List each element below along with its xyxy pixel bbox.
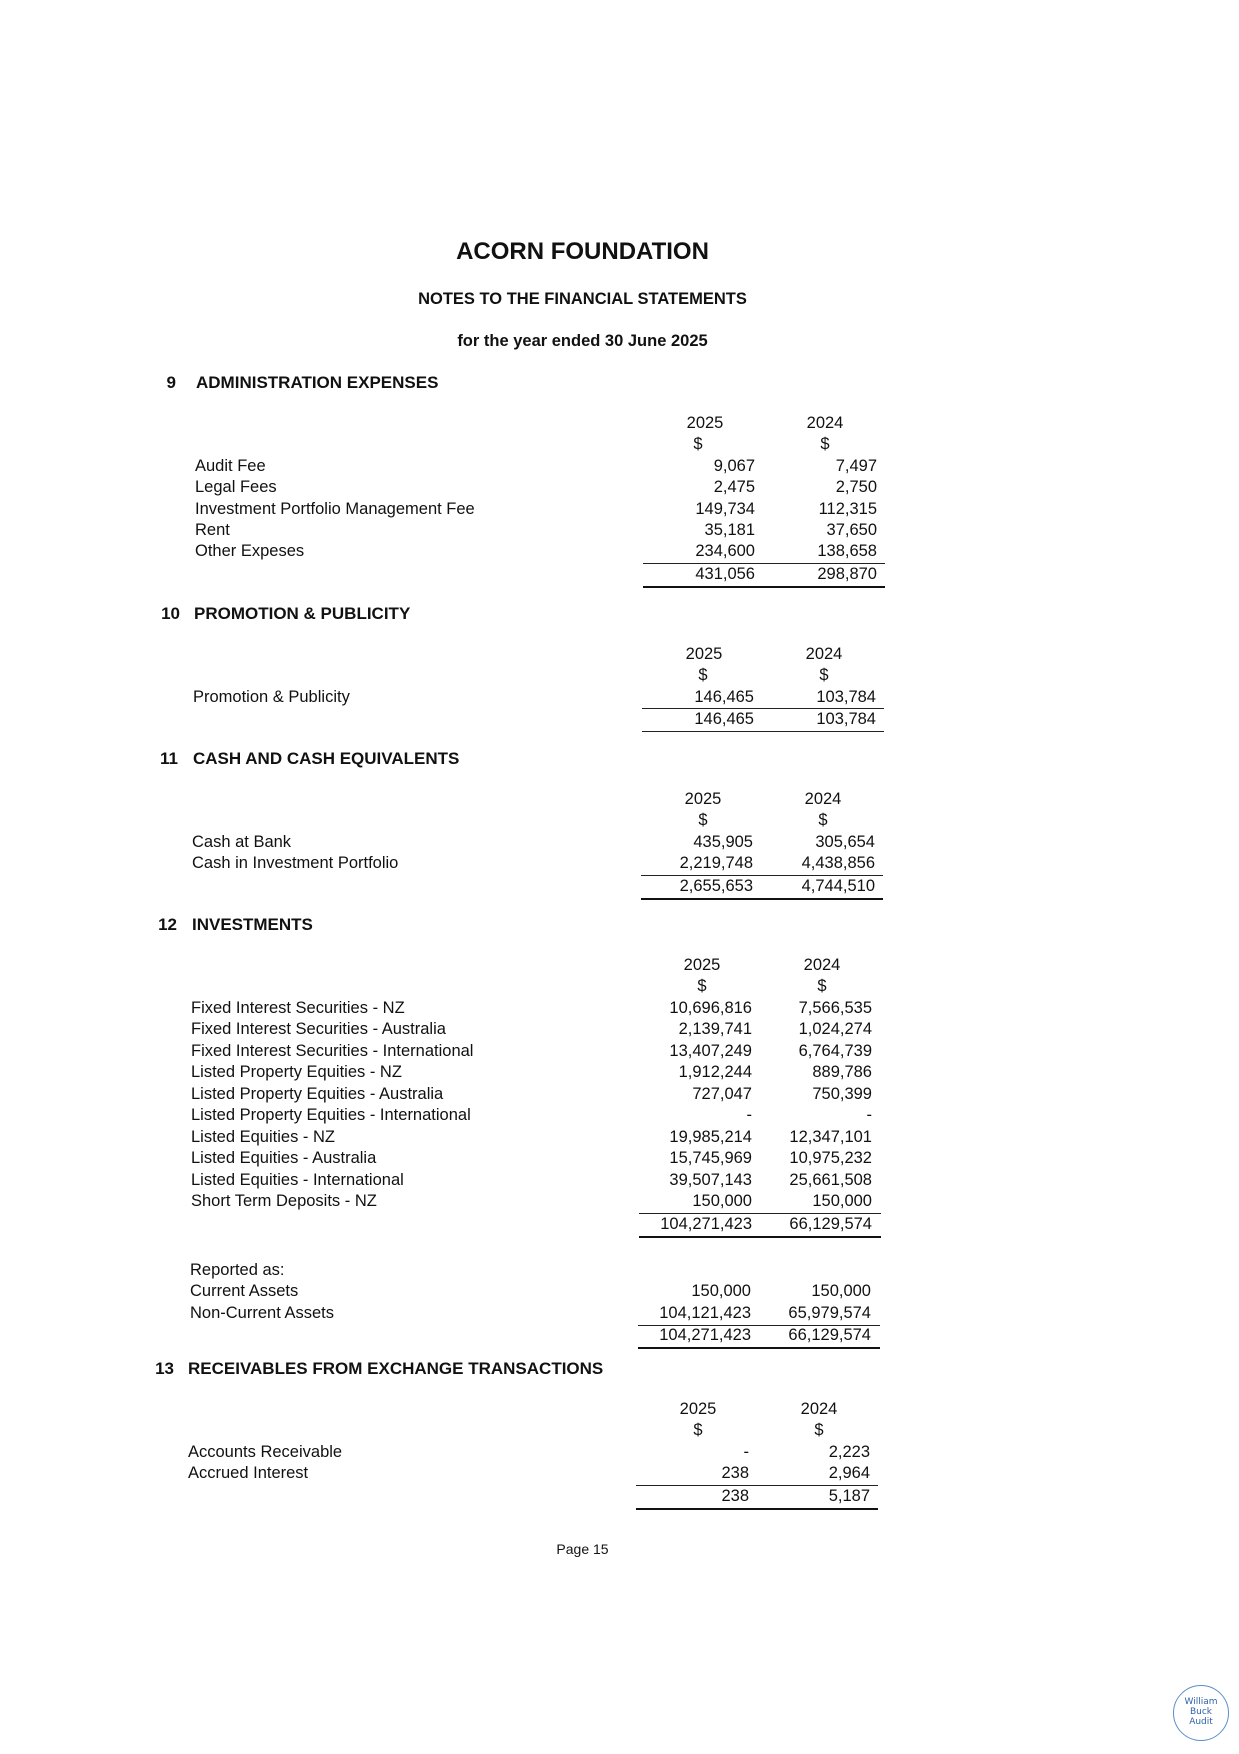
row-value-2024: 1,024,274 (798, 1020, 872, 1038)
row-value-2025: - (746, 1106, 752, 1124)
year-header-row (0, 1399, 1239, 1420)
table-row (0, 1062, 1239, 1083)
reported-as-heading (0, 1260, 1239, 1281)
row-value-2025: 1,912,244 (678, 1063, 752, 1081)
document-period: for the year ended 30 June 2025 (457, 332, 708, 350)
total-2024: 103,784 (816, 710, 876, 728)
table-row (0, 1191, 1239, 1212)
row-value-2025: 13,407,249 (669, 1042, 752, 1060)
row-value-2024: 138,658 (817, 542, 877, 560)
currency-2025: $ (698, 811, 708, 829)
row-value-2025: 149,734 (695, 500, 755, 518)
currency-2024: $ (820, 435, 830, 453)
row-value-2024: 7,566,535 (798, 999, 872, 1017)
table-row (0, 1019, 1239, 1040)
total-2025: 238 (721, 1487, 749, 1505)
year-2025: 2025 (683, 956, 721, 974)
total-2024: 4,744,510 (801, 877, 875, 895)
row-label: Cash at Bank (192, 833, 292, 851)
row-value-2025: 39,507,143 (669, 1171, 752, 1189)
page-number: Page 15 (556, 1541, 609, 1557)
table-row (0, 477, 1239, 498)
table-row (0, 541, 1239, 562)
row-value-2024: 7,497 (835, 457, 877, 475)
row-value-2024: 2,964 (828, 1464, 870, 1482)
total-2024: 298,870 (817, 565, 877, 583)
currency-header-row (0, 810, 1239, 831)
row-label: Current Assets (190, 1282, 299, 1300)
row-value-2025: - (743, 1443, 749, 1461)
row-label: Listed Equities - NZ (191, 1128, 335, 1146)
row-value-2024: - (866, 1106, 872, 1124)
row-label: Non-Current Assets (190, 1304, 334, 1322)
currency-2024: $ (814, 1421, 824, 1439)
note-number: 10 (161, 604, 180, 623)
row-value-2025: 9,067 (713, 457, 755, 475)
row-value-2025: 727,047 (692, 1085, 752, 1103)
row-value-2024: 112,315 (818, 500, 877, 518)
table-row (0, 456, 1239, 477)
year-2025: 2025 (685, 645, 723, 663)
table-row (0, 832, 1239, 853)
row-value-2025: 2,139,741 (678, 1020, 752, 1038)
currency-2025: $ (693, 1421, 703, 1439)
row-value-2024: 150,000 (811, 1282, 871, 1300)
row-value-2024: 150,000 (812, 1192, 872, 1210)
note-title: ADMINISTRATION EXPENSES (196, 373, 439, 392)
year-2024: 2024 (805, 645, 843, 663)
total-2024: 66,129,574 (788, 1326, 871, 1344)
stamp-line: Buck (1189, 1707, 1213, 1717)
row-value-2024: 103,784 (816, 688, 876, 706)
total-row (0, 1214, 1239, 1235)
row-value-2025: 10,696,816 (669, 999, 752, 1017)
year-header-row (0, 644, 1239, 665)
currency-2024: $ (819, 666, 829, 684)
row-value-2024: 12,347,101 (789, 1128, 872, 1146)
year-2024: 2024 (806, 414, 844, 432)
row-value-2025: 150,000 (692, 1192, 752, 1210)
total-2025: 431,056 (695, 565, 755, 583)
table-row (0, 1127, 1239, 1148)
note-title: RECEIVABLES FROM EXCHANGE TRANSACTIONS (188, 1359, 604, 1378)
row-label: Listed Equities - Australia (191, 1149, 377, 1167)
total-2024: 66,129,574 (789, 1215, 872, 1233)
year-2024: 2024 (800, 1400, 838, 1418)
year-2024: 2024 (804, 790, 842, 808)
total-2025: 104,271,423 (659, 1326, 751, 1344)
total-2024: 5,187 (828, 1487, 870, 1505)
row-value-2025: 35,181 (704, 521, 755, 539)
year-2024: 2024 (803, 956, 841, 974)
row-value-2025: 2,475 (713, 478, 755, 496)
row-label: Legal Fees (195, 478, 277, 496)
row-value-2024: 750,399 (812, 1085, 872, 1103)
row-label: Promotion & Publicity (193, 688, 350, 706)
document-title: ACORN FOUNDATION (456, 238, 709, 265)
table-row (0, 853, 1239, 874)
row-value-2024: 4,438,856 (801, 854, 875, 872)
currency-2025: $ (697, 977, 707, 995)
year-2025: 2025 (684, 790, 722, 808)
table-row (0, 499, 1239, 520)
year-2025: 2025 (686, 414, 724, 432)
note-title: PROMOTION & PUBLICITY (194, 604, 411, 623)
total-rule (636, 1508, 878, 1510)
auditor-stamp (1173, 1685, 1229, 1741)
currency-2025: $ (698, 666, 708, 684)
row-value-2024: 305,654 (815, 833, 875, 851)
note-title: INVESTMENTS (192, 915, 313, 934)
currency-header-row (0, 976, 1239, 997)
table-row (0, 520, 1239, 541)
row-label: Listed Property Equities - NZ (191, 1063, 402, 1081)
table-row (0, 1105, 1239, 1126)
row-value-2024: 2,750 (835, 478, 877, 496)
table-row (0, 1442, 1239, 1463)
row-label: Listed Property Equities - Australia (191, 1085, 444, 1103)
row-label: Fixed Interest Securities - International (191, 1042, 474, 1060)
row-value-2025: 19,985,214 (669, 1128, 752, 1146)
row-value-2024: 6,764,739 (798, 1042, 872, 1060)
table-row (0, 998, 1239, 1019)
row-label: Accounts Receivable (188, 1443, 343, 1461)
total-2025: 146,465 (694, 710, 754, 728)
currency-2025: $ (693, 435, 703, 453)
row-label: Cash in Investment Portfolio (192, 854, 399, 872)
row-value-2024: 889,786 (812, 1063, 872, 1081)
table-row (0, 1084, 1239, 1105)
year-header-row (0, 955, 1239, 976)
total-row (0, 876, 1239, 897)
row-label: Investment Portfolio Management Fee (195, 500, 475, 518)
row-value-2024: 65,979,574 (788, 1304, 871, 1322)
currency-2024: $ (818, 811, 828, 829)
row-value-2024: 37,650 (826, 521, 877, 539)
row-value-2024: 10,975,232 (789, 1149, 872, 1167)
row-value-2025: 2,219,748 (679, 854, 753, 872)
total-row (0, 564, 1239, 585)
row-value-2025: 150,000 (691, 1282, 751, 1300)
row-label: Listed Equities - International (191, 1171, 404, 1189)
total-row (0, 709, 1239, 730)
row-label: Short Term Deposits - NZ (191, 1192, 377, 1210)
row-label: Fixed Interest Securities - Australia (191, 1020, 446, 1038)
table-row (0, 1463, 1239, 1484)
year-header-row (0, 413, 1239, 434)
row-value-2025: 234,600 (695, 542, 755, 560)
note-number: 12 (158, 915, 177, 934)
row-value-2025: 435,905 (693, 833, 753, 851)
row-value-2024: 2,223 (828, 1443, 870, 1461)
table-row (0, 1148, 1239, 1169)
row-label: Listed Property Equities - International (191, 1106, 471, 1124)
document-subtitle: NOTES TO THE FINANCIAL STATEMENTS (418, 290, 747, 308)
year-header-row (0, 789, 1239, 810)
total-2025: 104,271,423 (660, 1215, 752, 1233)
table-row (0, 1303, 1239, 1324)
table-row (0, 1170, 1239, 1191)
note-number: 13 (155, 1359, 174, 1378)
table-row (0, 1041, 1239, 1062)
note-number: 11 (160, 749, 178, 768)
currency-header-row (0, 665, 1239, 686)
row-value-2025: 104,121,423 (659, 1304, 751, 1322)
stamp-line: William (1184, 1697, 1218, 1707)
table-row (0, 1281, 1239, 1302)
row-value-2025: 146,465 (694, 688, 754, 706)
total-rule (638, 1347, 880, 1349)
row-value-2024: 25,661,508 (789, 1171, 872, 1189)
row-value-2025: 238 (721, 1464, 749, 1482)
row-label: Other Expeses (195, 542, 305, 560)
total-rule (641, 898, 883, 900)
year-2025: 2025 (679, 1400, 717, 1418)
row-value-2025: 15,745,969 (669, 1149, 752, 1167)
total-row (0, 1486, 1239, 1507)
total-rule (639, 1236, 881, 1238)
reported-as-label: Reported as: (190, 1261, 285, 1279)
currency-header-row (0, 434, 1239, 455)
total-rule (643, 586, 885, 588)
table-row (0, 687, 1239, 708)
currency-header-row (0, 1420, 1239, 1441)
row-label: Audit Fee (195, 457, 266, 475)
total-row (0, 1325, 1239, 1346)
total-rule (642, 731, 884, 732)
row-label: Fixed Interest Securities - NZ (191, 999, 405, 1017)
row-label: Rent (195, 521, 230, 539)
note-number: 9 (166, 373, 176, 392)
stamp-line: Audit (1189, 1717, 1213, 1727)
note-title: CASH AND CASH EQUIVALENTS (193, 749, 460, 768)
total-2025: 2,655,653 (679, 877, 753, 895)
currency-2024: $ (817, 977, 827, 995)
row-label: Accrued Interest (188, 1464, 309, 1482)
